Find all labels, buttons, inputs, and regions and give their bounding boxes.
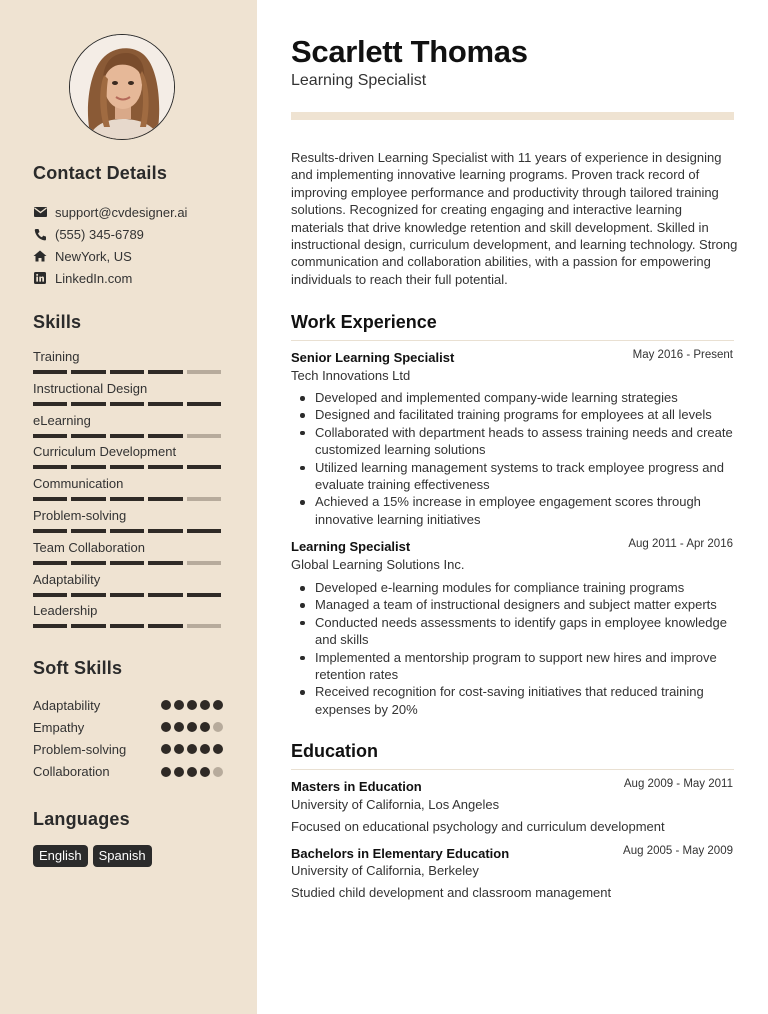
degree-description: Studied child development and classroom management bbox=[291, 885, 612, 900]
school-name: University of California, Berkeley bbox=[291, 863, 479, 878]
candidate-name: Scarlett Thomas bbox=[291, 34, 528, 69]
contact-location bbox=[33, 247, 132, 265]
soft-skill-label: Adaptability bbox=[33, 697, 101, 713]
skill-level-bar bbox=[33, 561, 223, 565]
skill-item bbox=[33, 603, 223, 628]
contact-heading: Contact Details bbox=[33, 163, 168, 183]
skill-level-segment-empty bbox=[187, 624, 221, 628]
skill-level-segment-filled bbox=[71, 370, 105, 374]
sidebar bbox=[0, 0, 257, 1014]
languages-list bbox=[33, 845, 152, 867]
skill-level-segment-filled bbox=[110, 370, 144, 374]
accent-bar bbox=[291, 112, 734, 120]
skill-level-segment-filled bbox=[110, 434, 144, 438]
languages-heading: Languages bbox=[33, 809, 130, 829]
soft-skill-item bbox=[33, 764, 223, 780]
skill-level-segment-filled bbox=[33, 402, 67, 406]
rating-dot-empty bbox=[213, 767, 223, 777]
skill-level-segment-filled bbox=[187, 529, 221, 533]
skill-level-segment-filled bbox=[33, 497, 67, 501]
rating-dot-filled bbox=[200, 744, 210, 754]
rating-dot-filled bbox=[213, 744, 223, 754]
skill-label: Adaptability bbox=[33, 571, 101, 587]
skill-label: Leadership bbox=[33, 603, 98, 619]
skill-level-segment-filled bbox=[148, 497, 182, 501]
soft-skill-rating bbox=[161, 722, 223, 732]
degree-description: Focused on educational psychology and curriculum development bbox=[291, 819, 665, 834]
job-company: Tech Innovations Ltd bbox=[291, 368, 411, 383]
skill-label: Communication bbox=[33, 476, 124, 492]
skill-level-segment-empty bbox=[187, 497, 221, 501]
job-company: Global Learning Solutions Inc. bbox=[291, 557, 465, 572]
rating-dot-filled bbox=[174, 700, 184, 710]
linkedin-text: LinkedIn.com bbox=[55, 270, 133, 286]
job-date: May 2016 - Present bbox=[632, 349, 733, 361]
soft-skills-heading: Soft Skills bbox=[33, 658, 123, 678]
skill-label: Instructional Design bbox=[33, 380, 148, 396]
degree-date: Aug 2009 - May 2011 bbox=[623, 778, 733, 790]
skill-level-segment-filled bbox=[110, 465, 144, 469]
rating-dot-filled bbox=[187, 744, 197, 754]
soft-skill-item bbox=[33, 741, 223, 757]
phone-icon bbox=[33, 227, 47, 241]
job-bullet: Developed and implemented company-wide learning strategies bbox=[291, 389, 736, 406]
contact-email[interactable] bbox=[33, 203, 187, 221]
skill-item bbox=[33, 381, 223, 406]
work-divider bbox=[291, 340, 734, 341]
skill-item bbox=[33, 476, 223, 501]
job-bullet: Developed e-learning modules for compliance training programs bbox=[291, 579, 736, 596]
skill-label: Curriculum Development bbox=[33, 444, 177, 460]
skill-item bbox=[33, 508, 223, 533]
candidate-title: Learning Specialist bbox=[291, 72, 427, 89]
education-divider bbox=[291, 769, 734, 770]
skill-level-segment-filled bbox=[187, 402, 221, 406]
job-bullet: Utilized learning management systems to track employee progress and evaluate training effectiveness bbox=[291, 459, 736, 494]
profile-portrait-image bbox=[70, 35, 175, 140]
home-icon bbox=[33, 249, 47, 263]
skills-heading: Skills bbox=[33, 312, 82, 332]
skill-level-segment-filled bbox=[110, 561, 144, 565]
rating-dot-empty bbox=[213, 722, 223, 732]
rating-dot-filled bbox=[200, 722, 210, 732]
skill-level-segment-empty bbox=[187, 434, 221, 438]
skill-level-segment-filled bbox=[148, 624, 182, 628]
rating-dot-filled bbox=[213, 700, 223, 710]
email-text: support@cvdesigner.ai bbox=[55, 204, 188, 220]
skill-level-segment-filled bbox=[148, 402, 182, 406]
degree-date: Aug 2005 - May 2009 bbox=[623, 845, 733, 857]
skill-level-bar bbox=[33, 434, 223, 438]
skill-label: Problem-solving bbox=[33, 508, 127, 523]
language-tag-spanish: Spanish bbox=[93, 845, 152, 867]
skill-level-bar bbox=[33, 593, 223, 597]
skill-level-segment-filled bbox=[148, 561, 182, 565]
rating-dot-filled bbox=[187, 722, 197, 732]
skill-level-segment-filled bbox=[187, 465, 221, 469]
job-bullet: Achieved a 15% increase in employee engagement scores through innovative learning initiatives bbox=[291, 493, 736, 528]
job-title: Learning Specialist bbox=[291, 539, 411, 554]
skill-level-segment-filled bbox=[71, 561, 105, 565]
skill-label: eLearning bbox=[33, 412, 91, 428]
job-bullet: Implemented a mentorship program to support new hires and improve retention rates bbox=[291, 649, 736, 684]
job-bullet: Designed and facilitated training programs for employees at all levels bbox=[291, 406, 736, 423]
soft-skill-rating bbox=[161, 767, 223, 777]
contact-phone[interactable] bbox=[33, 225, 144, 243]
education-heading: Education bbox=[291, 741, 379, 761]
skill-level-segment-filled bbox=[148, 465, 182, 469]
profile-photo bbox=[69, 34, 175, 140]
skill-level-bar bbox=[33, 370, 223, 374]
skill-level-segment-filled bbox=[33, 561, 67, 565]
skill-level-segment-filled bbox=[71, 529, 105, 533]
skill-item bbox=[33, 413, 223, 438]
skill-level-segment-filled bbox=[33, 624, 67, 628]
skill-level-segment-filled bbox=[110, 593, 144, 597]
skill-label: Team Collaboration bbox=[33, 539, 146, 555]
skill-level-segment-filled bbox=[148, 370, 182, 374]
soft-skill-rating bbox=[161, 744, 223, 754]
job-bullet: Conducted needs assessments to identify gaps in employee knowledge and skills bbox=[291, 614, 736, 649]
skill-item bbox=[33, 572, 223, 597]
job-bullets bbox=[291, 579, 736, 718]
rating-dot-filled bbox=[174, 722, 184, 732]
rating-dot-filled bbox=[187, 700, 197, 710]
skill-level-segment-filled bbox=[71, 402, 105, 406]
soft-skill-label: Problem-solving bbox=[33, 741, 127, 757]
rating-dot-filled bbox=[200, 767, 210, 777]
rating-dot-filled bbox=[187, 767, 197, 777]
phone-text: (555) 345-6789 bbox=[55, 226, 144, 242]
skill-level-segment-filled bbox=[71, 593, 105, 597]
language-tag-english: English bbox=[33, 845, 88, 867]
job-bullet: Collaborated with department heads to assess training needs and create customized learning solutions bbox=[291, 424, 736, 459]
school-name: University of California, Los Angeles bbox=[291, 797, 500, 812]
work-heading: Work Experience bbox=[291, 312, 437, 332]
rating-dot-filled bbox=[161, 767, 171, 777]
job-bullet: Managed a team of instructional designers and subject matter experts bbox=[291, 596, 736, 613]
skill-level-segment-filled bbox=[110, 497, 144, 501]
skill-level-segment-filled bbox=[110, 402, 144, 406]
location-text: NewYork, US bbox=[55, 248, 132, 264]
skill-item bbox=[33, 444, 223, 469]
skill-level-segment-filled bbox=[71, 497, 105, 501]
contact-linkedin[interactable] bbox=[33, 269, 132, 287]
skill-level-segment-filled bbox=[71, 624, 105, 628]
rating-dot-filled bbox=[161, 700, 171, 710]
degree-title: Bachelors in Elementary Education bbox=[291, 846, 510, 861]
skill-level-bar bbox=[33, 529, 223, 533]
soft-skill-rating bbox=[161, 700, 223, 710]
skill-level-segment-filled bbox=[33, 434, 67, 438]
degree-title: Masters in Education bbox=[291, 779, 422, 794]
skill-level-segment-filled bbox=[148, 434, 182, 438]
main-content bbox=[257, 0, 768, 1014]
soft-skill-item bbox=[33, 697, 223, 713]
skill-label: Training bbox=[33, 349, 80, 364]
skill-level-bar bbox=[33, 402, 223, 406]
job-title: Senior Learning Specialist bbox=[291, 350, 455, 365]
envelope-icon bbox=[33, 205, 47, 219]
rating-dot-filled bbox=[174, 744, 184, 754]
skill-level-segment-filled bbox=[187, 593, 221, 597]
skill-level-segment-filled bbox=[110, 624, 144, 628]
skill-level-segment-filled bbox=[71, 434, 105, 438]
skill-level-segment-empty bbox=[187, 561, 221, 565]
skill-item bbox=[33, 349, 223, 374]
soft-skill-item bbox=[33, 719, 223, 735]
skill-level-bar bbox=[33, 624, 223, 628]
rating-dot-filled bbox=[161, 744, 171, 754]
job-bullets bbox=[291, 389, 736, 528]
rating-dot-filled bbox=[161, 722, 171, 732]
job-date: Aug 2011 - Apr 2016 bbox=[628, 538, 733, 550]
soft-skill-label: Empathy bbox=[33, 719, 85, 735]
skill-item bbox=[33, 540, 223, 565]
skill-level-bar bbox=[33, 497, 223, 501]
skill-level-segment-filled bbox=[110, 529, 144, 533]
skill-level-segment-filled bbox=[148, 529, 182, 533]
skill-level-segment-empty bbox=[187, 370, 221, 374]
rating-dot-filled bbox=[200, 700, 210, 710]
job-bullet: Received recognition for cost-saving initiatives that reduced training expenses by 20% bbox=[291, 683, 736, 718]
rating-dot-filled bbox=[174, 767, 184, 777]
skill-level-segment-filled bbox=[148, 593, 182, 597]
skill-level-segment-filled bbox=[33, 465, 67, 469]
skill-level-bar bbox=[33, 465, 223, 469]
summary-paragraph: Results-driven Learning Specialist with 11 years of experience in designing and implementing innovative learning programs. Proven track record of improving employee performance and productivity through tailored training solutions. Recognized for creating engaging and interactive learning materials that drive knowledge retention and skill development. Skilled in instructional design, curriculum development, and learning technology. Strong communication and collaboration abilities, with a passion for empowering individuals to reach their full potential. bbox=[291, 150, 738, 287]
skill-level-segment-filled bbox=[33, 593, 67, 597]
linkedin-icon bbox=[33, 271, 47, 285]
soft-skill-label: Collaboration bbox=[33, 764, 110, 780]
skill-level-segment-filled bbox=[33, 529, 67, 533]
skill-level-segment-filled bbox=[33, 370, 67, 374]
skill-level-segment-filled bbox=[71, 465, 105, 469]
